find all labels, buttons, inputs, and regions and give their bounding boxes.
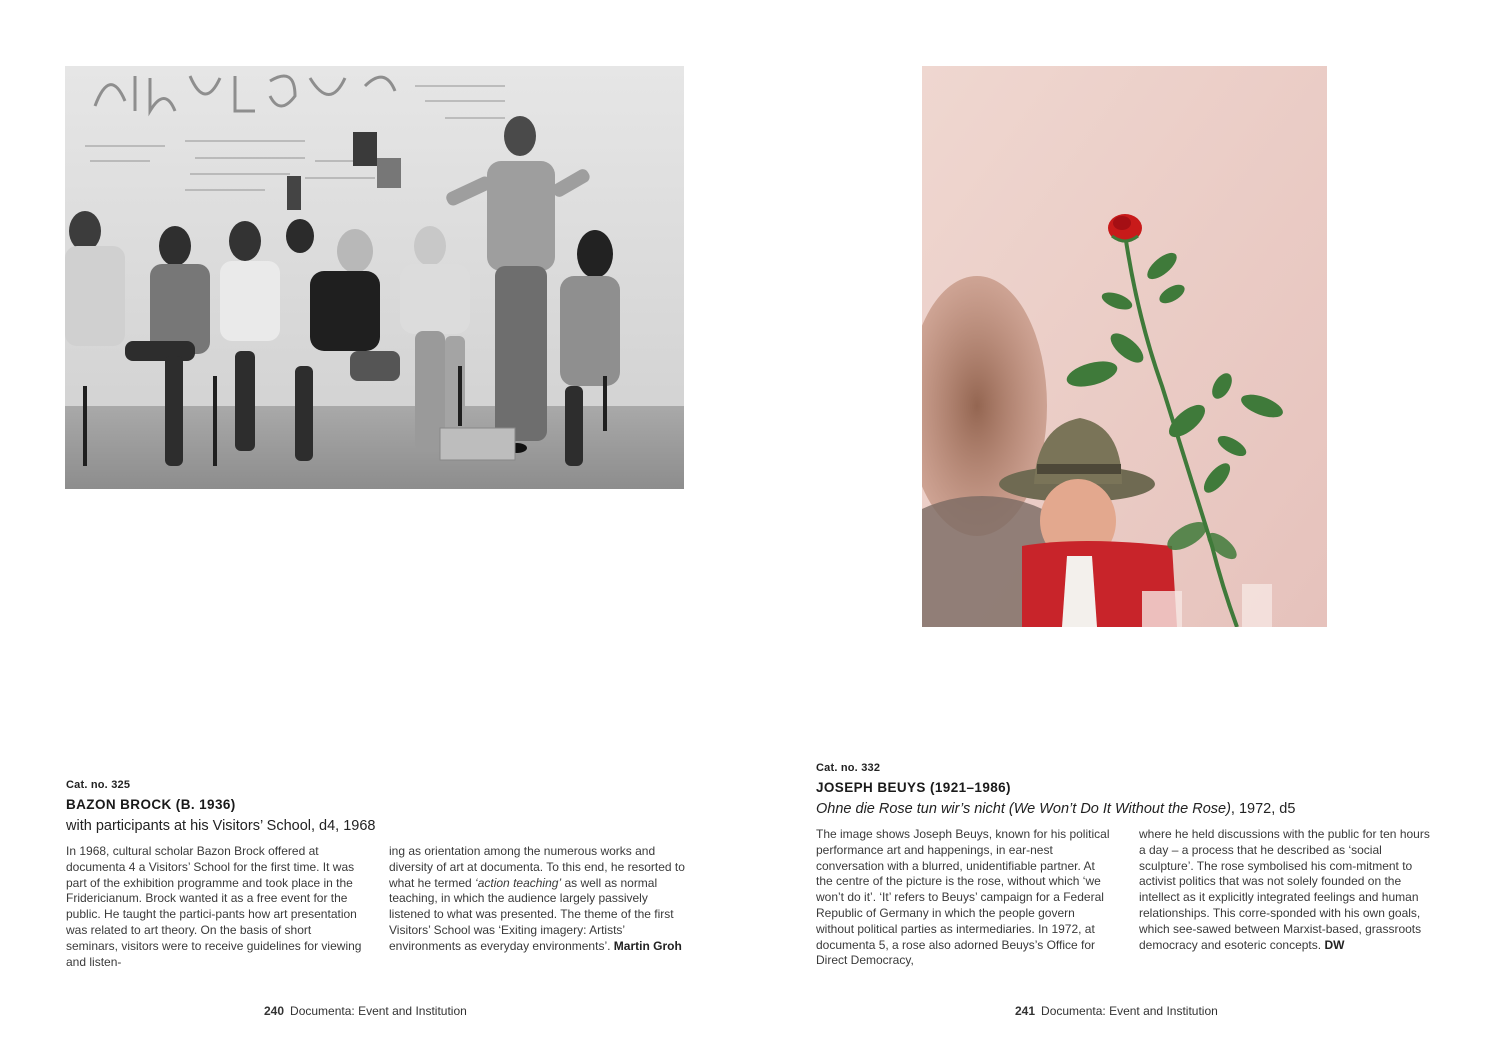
page-footer xyxy=(264,1004,467,1018)
author-signature: DW xyxy=(1324,937,1345,952)
body-text-segment: ing as orientation among the numerous works and diversity of art at documenta. To this end, he resorted to what he termed xyxy=(389,844,685,890)
color-photo-illustration xyxy=(922,66,1327,627)
work-title xyxy=(816,799,1456,819)
caption-block xyxy=(66,778,706,970)
bw-photo-illustration xyxy=(65,66,684,489)
work-title-italic: Ohne die Rose tun wir’s nicht (We Won’t Do It Without the Rose) xyxy=(816,801,1231,817)
author-signature: Martin Groh xyxy=(613,938,682,953)
body-column-1 xyxy=(816,827,1113,969)
work-title-date: , 1972, d5 xyxy=(1230,801,1296,817)
artist-name: JOSEPH BEUYS (1921–1986) xyxy=(816,780,1011,795)
photo-beuys-rose xyxy=(922,66,1327,627)
body-column-2 xyxy=(1139,827,1436,969)
body-column-1 xyxy=(66,844,363,970)
running-title: Documenta: Event and Institution xyxy=(1041,1004,1218,1018)
catalogue-number: Cat. no. 325 xyxy=(66,779,131,791)
artist-name: BAZON BROCK (B. 1936) xyxy=(66,797,236,812)
catalogue-number: Cat. no. 332 xyxy=(816,762,881,774)
right-page xyxy=(750,0,1500,1059)
page-number: 240 xyxy=(264,1004,285,1018)
body-paragraph xyxy=(389,844,686,955)
page-footer xyxy=(1015,1004,1218,1018)
work-title: with participants at his Visitors’ School, d4, 1968 xyxy=(66,818,376,834)
body-paragraph: The image shows Joseph Beuys, known for his political performance art and happenings, in ear-nest conversation with a blurred, unidentifiable partner. At the centre of the picture is the rose, without which ‘we won’t do it’. ‘It’ refers to Beuys’ campaign for a Federal Republic of Germany in which the people govern without political parties as intermediaries. In 1972, at documenta 5, a rose also adorned Beuys’s Office for Direct Democracy, xyxy=(816,827,1110,968)
photo-visitors-school xyxy=(65,66,684,489)
page-number: 241 xyxy=(1015,1004,1036,1018)
body-paragraph xyxy=(1139,827,1436,953)
body-text-segment: where he held discussions with the public for ten hours a day – a process that he described as ‘social sculpture’. The rose symbolised his com-mitment to activist politics that was not solely founded on the intellect as it explicitly integrated feelings and human relationships. This corre-sponded with his own goals, which see-sawed between Marxist-based, grassroots democracy and esoteric concepts. xyxy=(1139,827,1430,952)
body-text xyxy=(816,827,1436,969)
emphasis-text: ‘action teaching’ xyxy=(475,875,562,890)
running-title: Documenta: Event and Institution xyxy=(290,1004,467,1018)
body-text xyxy=(66,844,686,970)
body-text-segment: as well as normal teaching, in which the audience largely passively listened to what was presented. The theme of the first Visitors’ School was ‘Exiting imagery: Artists’ environments as everyday environments’. xyxy=(389,875,674,953)
caption-block xyxy=(816,761,1456,969)
body-paragraph: In 1968, cultural scholar Bazon Brock offered at documenta 4 a Visitors’ School for the first time. It was part of the exhibition programme and took place in the Fridericianum. Brock wanted it as a free event for the public. He taught the partici-pants how art presentation was related to art theory. On the basis of short seminars, visitors were to receive guidelines for viewing and listen- xyxy=(66,844,362,969)
body-column-2 xyxy=(389,844,686,970)
